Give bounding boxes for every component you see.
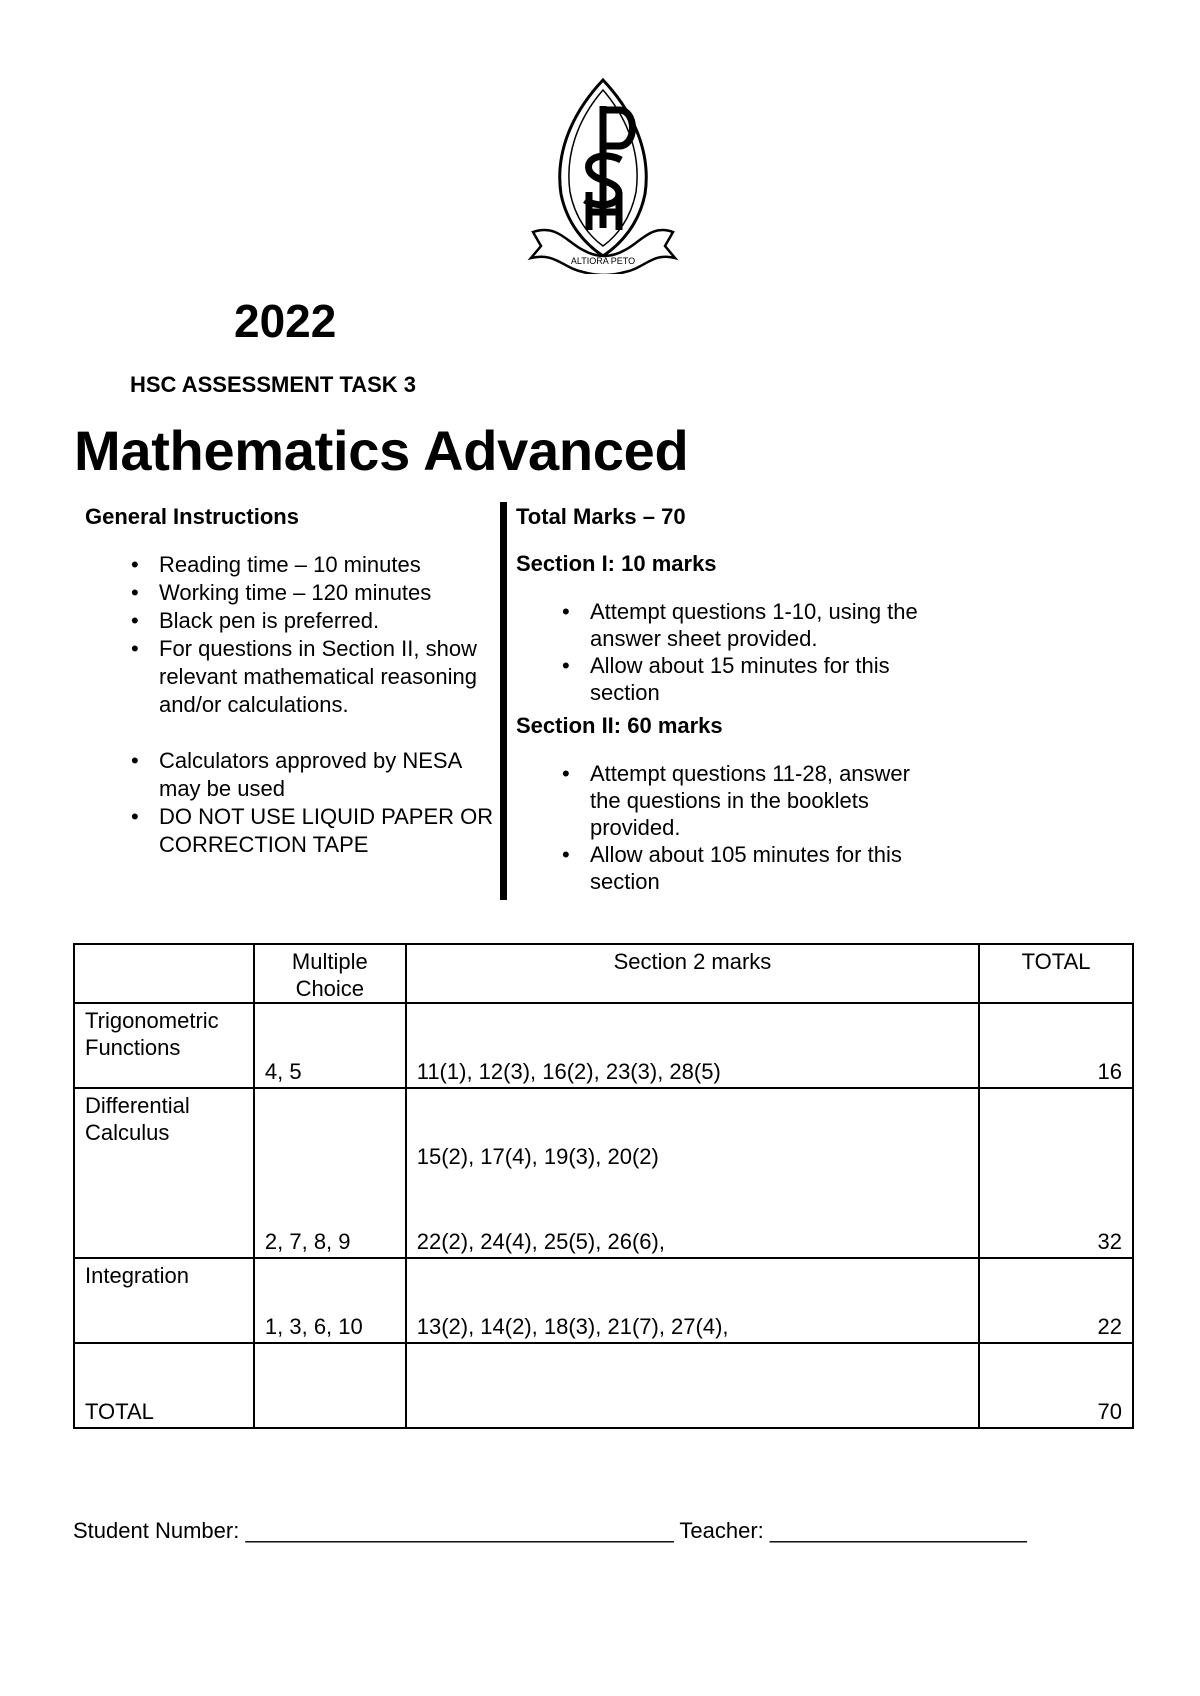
instruction-item: • DO NOT USE LIQUID PAPER OR CORRECTION TAPE <box>85 803 505 859</box>
grand-total-cell: 70 <box>979 1343 1133 1428</box>
instruction-item: • Black pen is preferred. <box>85 607 505 635</box>
instruction-item: • Reading time – 10 minutes <box>85 551 505 579</box>
section-1-heading: Section I: 10 marks <box>516 551 717 576</box>
section2-cell-main: 22(2), 24(4), 25(5), 26(6), <box>416 1229 665 1254</box>
section2-cell: 13(2), 14(2), 18(3), 21(7), 27(4), <box>406 1258 979 1343</box>
teacher-label: Teacher: <box>679 1518 764 1543</box>
table-header-row <box>74 944 1133 1003</box>
section-1-list <box>516 598 936 706</box>
mc-cell: 2, 7, 8, 9 <box>254 1088 406 1258</box>
exam-year: 2022 <box>234 295 337 347</box>
total-cell: 22 <box>979 1258 1133 1343</box>
student-info-line <box>73 1518 1027 1544</box>
general-instructions-list-continued <box>85 747 505 859</box>
section2-cell: 11(1), 12(3), 16(2), 23(3), 28(5) <box>406 1003 979 1088</box>
mc-cell <box>254 1343 406 1428</box>
instruction-item: • Calculators approved by NESA may be used <box>85 747 505 803</box>
crest-motto: ALTIORA PETO <box>570 256 636 266</box>
table-header-cell: Section 2 marks <box>406 944 979 1003</box>
section-2-item: • Attempt questions 11-28, answer the questions in the booklets provided. <box>516 760 936 841</box>
mc-cell: 1, 3, 6, 10 <box>254 1258 406 1343</box>
column-divider <box>500 502 507 900</box>
section-1-item: • Allow about 15 minutes for this section <box>516 652 936 706</box>
table-total-row <box>74 1343 1133 1428</box>
table-row <box>74 1088 1133 1258</box>
topic-cell: Trigonometric Functions <box>74 1003 254 1088</box>
total-cell: 16 <box>979 1003 1133 1088</box>
table-header-cell: Multiple Choice <box>254 944 406 1003</box>
instruction-item: • Working time – 120 minutes <box>85 579 505 607</box>
school-crest-logo <box>527 74 679 274</box>
section-2-heading: Section II: 60 marks <box>516 713 723 738</box>
total-marks-heading: Total Marks – 70 <box>516 504 686 529</box>
instruction-item: • For questions in Section II, show relevant mathematical reasoning and/or calculations. <box>85 635 505 719</box>
section-2-item: • Allow about 105 minutes for this section <box>516 841 936 895</box>
total-cell: 32 <box>979 1088 1133 1258</box>
mc-cell: 4, 5 <box>254 1003 406 1088</box>
topic-cell: TOTAL <box>74 1343 254 1428</box>
table-header-cell <box>74 944 254 1003</box>
section2-cell-extra: 15(2), 17(4), 19(3), 20(2) <box>416 1144 659 1169</box>
marks-breakdown-table <box>73 943 1134 1429</box>
section-1-item: • Attempt questions 1-10, using the answer sheet provided. <box>516 598 936 652</box>
assessment-task-title: HSC ASSESSMENT TASK 3 <box>130 372 417 397</box>
table-row <box>74 1003 1133 1088</box>
table-row <box>74 1258 1133 1343</box>
section-2-list <box>516 760 936 895</box>
general-instructions-heading: General Instructions <box>85 504 299 529</box>
topic-cell: Differential Calculus <box>74 1088 254 1258</box>
topic-cell: Integration <box>74 1258 254 1343</box>
student-number-blank[interactable]: ___________________________________ <box>245 1518 674 1543</box>
section2-cell <box>406 1088 979 1258</box>
table-header-cell: TOTAL <box>979 944 1133 1003</box>
student-number-label: Student Number: <box>73 1518 240 1543</box>
general-instructions-list <box>85 551 505 719</box>
teacher-blank[interactable]: _____________________ <box>769 1518 1027 1543</box>
subject-title: Mathematics Advanced <box>74 419 689 482</box>
section2-cell <box>406 1343 979 1428</box>
